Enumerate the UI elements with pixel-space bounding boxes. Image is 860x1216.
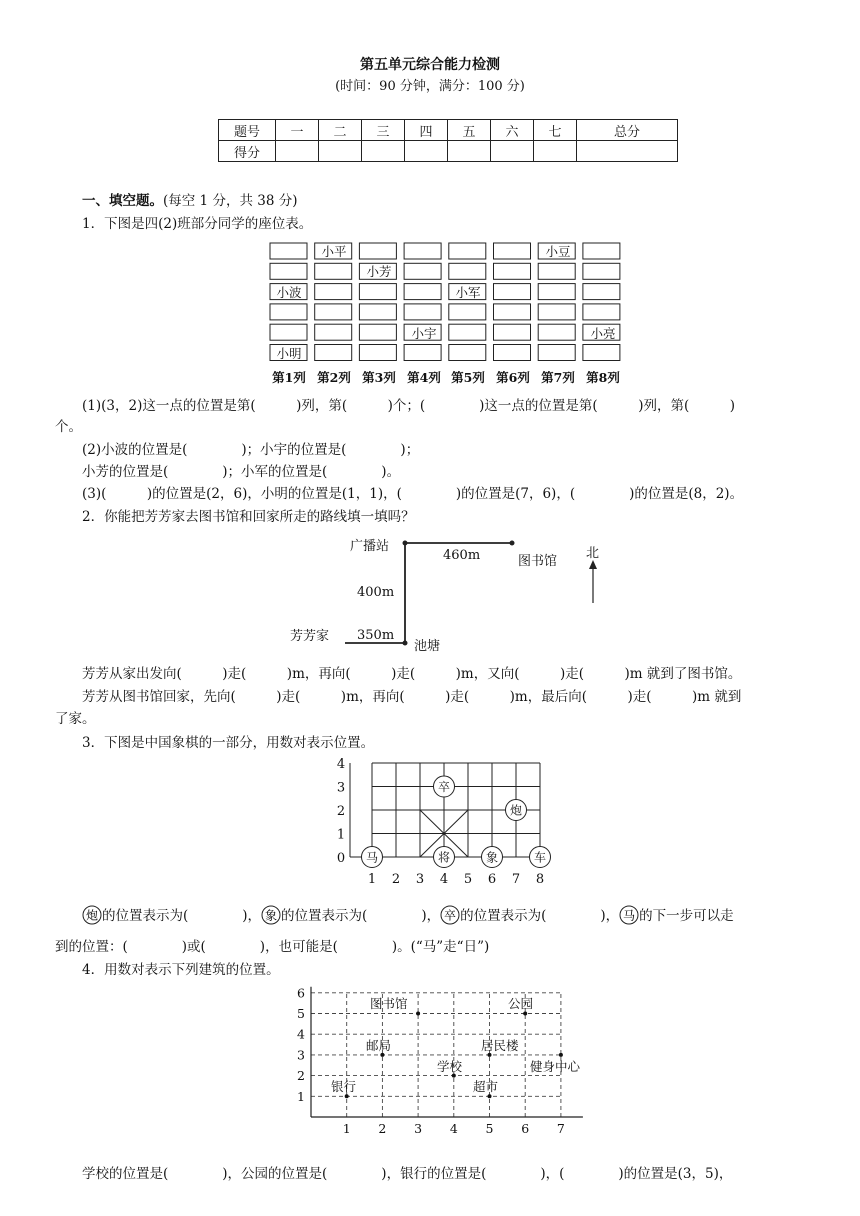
- building-point: [380, 1053, 384, 1057]
- q3-blank-pao: 的位置表示为( )，: [102, 908, 262, 924]
- score-cell: 七: [534, 120, 577, 141]
- svg-text:炮: 炮: [85, 908, 99, 923]
- chess-x-tick: 3: [415, 872, 425, 887]
- column-label: 第2列: [317, 370, 351, 385]
- map-x-tick: 6: [521, 1121, 530, 1136]
- svg-text:车: 车: [533, 850, 547, 865]
- svg-text:炮: 炮: [509, 803, 523, 818]
- q3-blank-zu: 的位置表示为( )，: [460, 908, 620, 924]
- score-cell: 得分: [219, 141, 276, 162]
- chess-x-tick: 4: [439, 872, 449, 887]
- building-point: [452, 1074, 456, 1078]
- score-cell: 六: [491, 120, 534, 141]
- svg-text:象: 象: [265, 908, 278, 923]
- seat-label-xiaoming: 小明: [276, 346, 302, 361]
- building-point: [416, 1012, 420, 1016]
- column-label: 第6列: [496, 370, 530, 385]
- building-label-library: 图书馆: [370, 996, 408, 1011]
- building-label-bank: 银行: [331, 1079, 357, 1094]
- column-label: 第5列: [451, 370, 485, 385]
- map-x-tick: 1: [342, 1121, 351, 1136]
- q2-line2a: 芳芳从图书馆回家，先向( )走( )m，再向( )走( )m，最后向( )走( )m 就到: [82, 689, 742, 705]
- q3-blank-xiang: 的位置表示为( )，: [281, 908, 441, 924]
- q4-line1: 学校的位置是( )，公园的位置是( )，银行的位置是( )，( )的位置是(3，5)，: [82, 1166, 733, 1182]
- q2-prompt: 2．你能把芳芳家去图书馆和回家所走的路线填一填吗？: [82, 509, 415, 525]
- chess-x-tick: 8: [535, 872, 545, 887]
- building-point: [559, 1053, 563, 1057]
- score-cell: 五: [448, 120, 491, 141]
- q1-line4: (3)( )的位置是(2，6)，小明的位置是(1，1)，( )的位置是(7，6)，( )的位置是(8，2)。: [82, 486, 744, 502]
- section-title: 一、填空题。: [82, 193, 163, 209]
- q1-prompt: 1．下图是四(2)班部分同学的座位表。: [82, 216, 313, 232]
- building-label-gym: 健身中心: [530, 1059, 581, 1074]
- score-cell: 题号: [219, 120, 276, 141]
- column-label: 第7列: [541, 370, 575, 385]
- label-distance-460: 460m: [443, 548, 481, 563]
- building-point: [488, 1094, 492, 1098]
- building-point: [523, 1012, 527, 1016]
- score-cell: 四: [405, 120, 448, 141]
- seat-label-xiaobo: 小波: [276, 285, 302, 300]
- svg-text:马: 马: [623, 908, 636, 923]
- score-cell: 总分: [577, 120, 678, 141]
- building-point: [488, 1053, 492, 1057]
- building-label-park: 公园: [508, 996, 534, 1011]
- page-title: 第五单元综合能力检测: [360, 57, 500, 73]
- label-home: 芳芳家: [290, 629, 330, 644]
- map-x-tick: 3: [414, 1121, 423, 1136]
- section-note: (每空 1 分，共 38 分): [163, 193, 298, 209]
- q1-line1a: (1)(3，2)这一点的位置是第( )列，第( )个；( )这一点的位置是第( )列，第( ): [82, 398, 736, 414]
- page-subtitle: (时间：90 分钟，满分：100 分): [335, 79, 525, 94]
- chess-y-tick: 1: [336, 827, 346, 843]
- column-label: 第1列: [272, 370, 306, 385]
- map-y-tick: 5: [297, 1006, 305, 1021]
- building-point: [345, 1094, 349, 1098]
- building-x-ticks: [343, 1121, 565, 1136]
- chess-x-tick: 1: [367, 872, 377, 887]
- label-distance-350: 350m: [357, 628, 395, 643]
- column-label: 第8列: [586, 370, 620, 385]
- svg-text:将: 将: [437, 850, 451, 865]
- q4-prompt: 4．用数对表示下列建筑的位置。: [82, 962, 280, 978]
- chess-x-tick: 5: [463, 872, 473, 887]
- chess-x-tick: 7: [511, 872, 521, 887]
- seat-label-xiaojun: 小军: [455, 285, 481, 300]
- svg-text:卒: 卒: [437, 780, 451, 794]
- q3-line2: 到的位置：( )或( )，也可能是( )。(“马”走“日”): [55, 939, 490, 955]
- q3-ma-next: 的下一步可以走: [639, 908, 734, 924]
- building-label-school: 学校: [437, 1059, 463, 1074]
- label-distance-400: 400m: [357, 585, 395, 600]
- chess-y-tick: 3: [336, 780, 346, 796]
- q1-line2: (2)小波的位置是( )；小宇的位置是( )；: [82, 442, 420, 458]
- score-cell: 一: [276, 120, 319, 141]
- label-library: 图书馆: [518, 554, 558, 569]
- svg-text:象: 象: [485, 850, 499, 865]
- map-x-tick: 2: [378, 1121, 387, 1136]
- building-y-ticks: [297, 985, 305, 1104]
- q2-line2b: 了家。: [55, 711, 96, 727]
- map-y-tick: 2: [297, 1068, 305, 1084]
- score-cell: 三: [362, 120, 405, 141]
- score-cell: 二: [319, 120, 362, 141]
- q2-line1: 芳芳从家出发向( )走( )m，再向( )走( )m，又向( )走( )m 就到了图书馆。: [82, 666, 742, 682]
- svg-text:马: 马: [365, 850, 379, 865]
- column-label: 第3列: [362, 370, 396, 385]
- building-grid: [311, 987, 583, 1117]
- map-x-tick: 4: [449, 1121, 458, 1136]
- building-label-market: 超市: [473, 1079, 499, 1094]
- svg-text:卒: 卒: [444, 908, 457, 923]
- label-station: 广播站: [350, 539, 390, 554]
- map-y-tick: 4: [297, 1026, 305, 1042]
- seat-label-xiaodou: 小豆: [545, 244, 571, 259]
- map-y-tick: 1: [297, 1088, 305, 1104]
- seat-label-xiaofang: 小芳: [366, 264, 392, 279]
- chess-y-tick: 0: [336, 851, 346, 866]
- q1-line3: 小芳的位置是( )；小军的位置是( )。: [82, 464, 401, 480]
- chess-x-tick: 6: [487, 872, 497, 887]
- map-y-tick: 6: [297, 985, 305, 1001]
- label-pond: 池塘: [414, 639, 441, 654]
- seat-label-xiaoliang: 小亮: [590, 326, 616, 341]
- q3-prompt: 3．下图是中国象棋的一部分，用数对表示位置。: [82, 735, 375, 751]
- seat-label-xiaoyu: 小宇: [411, 326, 437, 341]
- building-label-residence: 居民楼: [481, 1038, 519, 1053]
- map-y-tick: 3: [297, 1047, 305, 1063]
- building-label-post: 邮局: [366, 1038, 392, 1053]
- seat-label-xiaoping: 小平: [321, 244, 347, 259]
- column-label: 第4列: [407, 370, 441, 385]
- chess-x-tick: 2: [391, 872, 401, 887]
- chess-y-tick: 2: [336, 804, 346, 819]
- map-x-tick: 5: [485, 1121, 494, 1136]
- label-north: 北: [586, 546, 600, 561]
- chess-y-tick: 4: [336, 757, 346, 772]
- map-x-tick: 7: [556, 1121, 565, 1136]
- q1-line1b: 个。: [55, 419, 82, 435]
